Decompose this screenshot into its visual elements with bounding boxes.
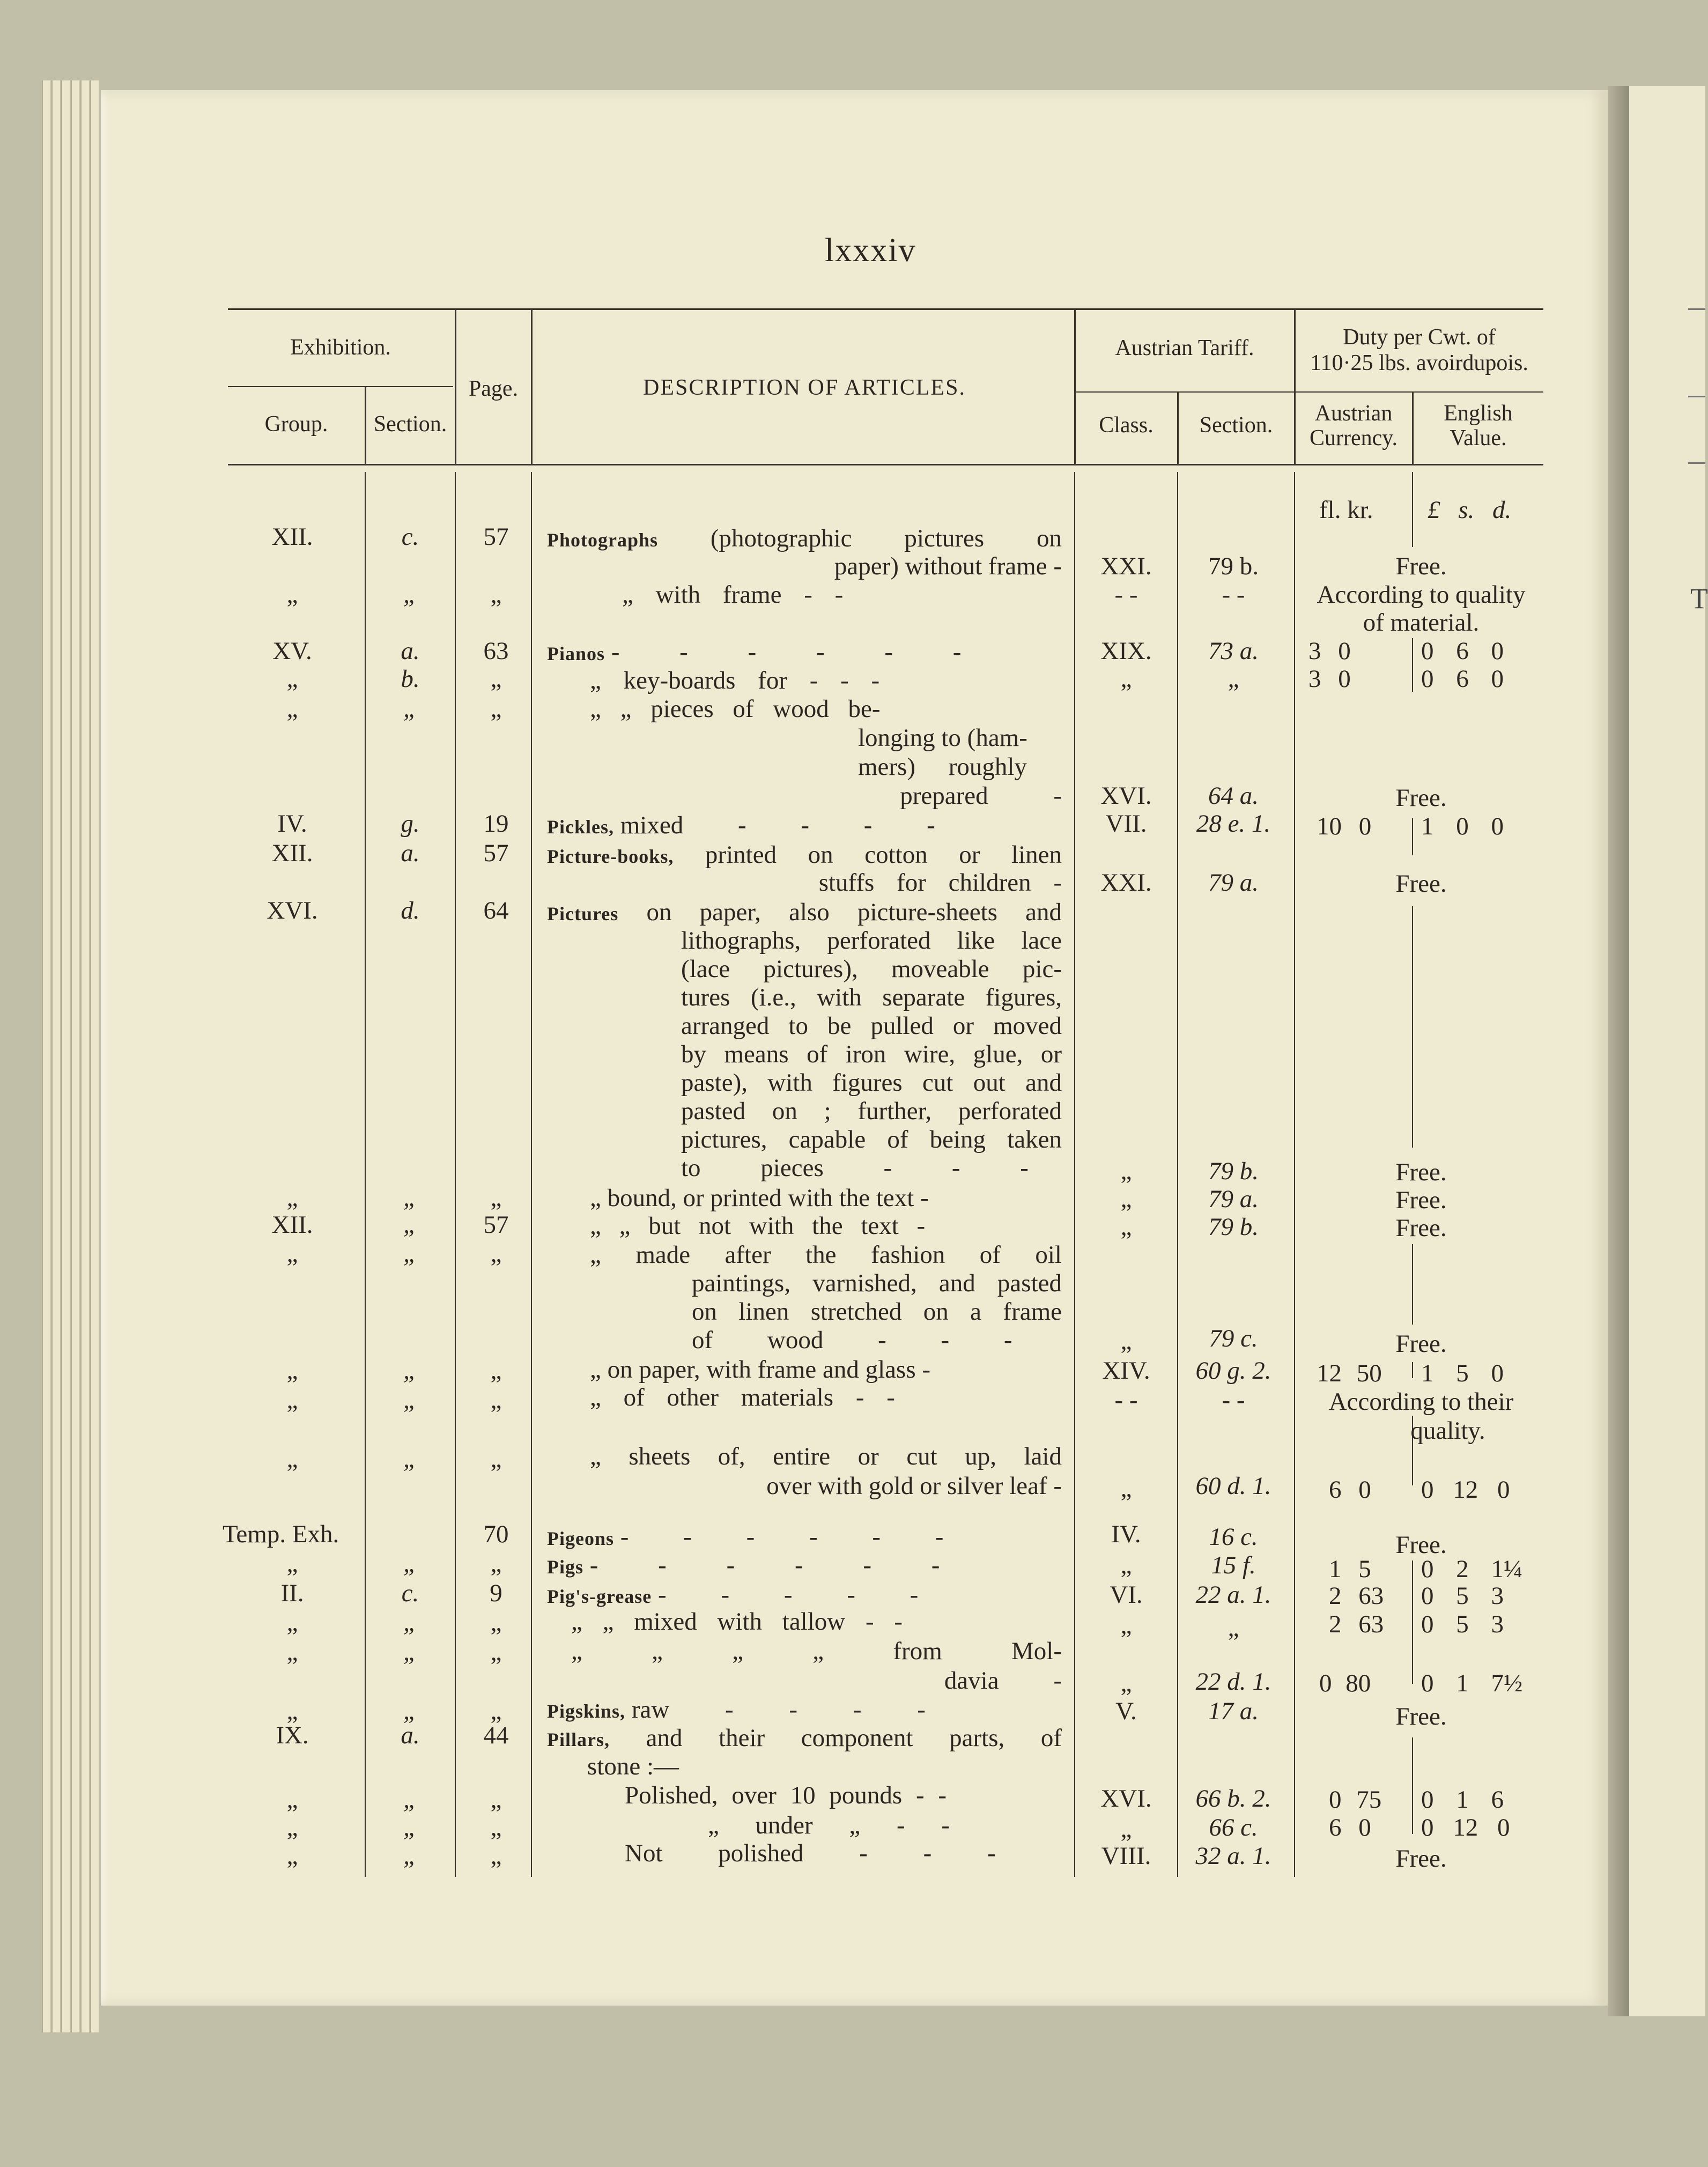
description-line: „ „ pieces of wood be- bbox=[590, 695, 881, 723]
section-cell: c. bbox=[401, 523, 419, 551]
description-line: „ „ but not with the text - bbox=[590, 1212, 926, 1240]
description-line: Pictures on paper, also picture-sheets and bbox=[547, 898, 1062, 926]
description-line: Pianos - - - - - - bbox=[547, 638, 962, 666]
description-line: „ bound, or printed with the text - bbox=[590, 1184, 929, 1212]
header-class: Class. bbox=[1099, 413, 1154, 438]
header-group: Group. bbox=[264, 412, 328, 437]
tariff-section-cell: 79 b. bbox=[1208, 552, 1259, 580]
description-line: paper) without frame - bbox=[834, 552, 1062, 580]
description-line: „ with frame - - bbox=[622, 581, 844, 609]
header-austrian-currency: Austrian Currency. bbox=[1309, 401, 1398, 450]
header-tariff-section: Section. bbox=[1199, 413, 1273, 438]
article-keyword: Photographs bbox=[547, 529, 659, 551]
header-duty-line2: 110·25 lbs. avoirdupois. bbox=[1310, 351, 1528, 375]
header-page: Page. bbox=[468, 376, 519, 401]
description-line: „ „ mixed with tallow - - bbox=[571, 1608, 903, 1636]
description-line: Photographs (photographic pictures on bbox=[547, 524, 1062, 552]
description-line: „ under „ - - bbox=[708, 1811, 950, 1839]
description-line: „ sheets of, entire or cut up, laid bbox=[590, 1443, 1062, 1470]
description-line: Not polished - - - bbox=[625, 1839, 996, 1867]
header-description: DESCRIPTION OF ARTICLES. bbox=[642, 375, 966, 400]
book-page-edges bbox=[42, 80, 106, 2032]
description-line: Pillars, and their component parts, of bbox=[547, 1724, 1062, 1752]
description-line: „ key-boards for - - - bbox=[590, 667, 880, 694]
duty-cell: Free. bbox=[1395, 552, 1447, 580]
description-line: „ „ „ „ from Mol- bbox=[571, 1637, 1062, 1665]
header-exhibition: Exhibition. bbox=[290, 335, 391, 360]
header-duty-line1: Duty per Cwt. of bbox=[1343, 325, 1496, 350]
description-line: Polished, over 10 pounds - - bbox=[625, 1781, 947, 1809]
header-section: Section. bbox=[373, 412, 447, 437]
description-line: Picture-books, printed on cotton or linen bbox=[547, 841, 1062, 869]
unit-english: £ s. d. bbox=[1428, 496, 1512, 524]
description-line: Pigskins, raw - - - - bbox=[547, 1696, 926, 1724]
description-line: Pigeons - - - - - - bbox=[547, 1523, 944, 1551]
group-cell: Temp. Exh. bbox=[223, 1520, 339, 1548]
book-gutter bbox=[1608, 86, 1629, 2016]
class-cell: XXI. bbox=[1100, 552, 1152, 580]
group-cell: XII. bbox=[271, 523, 313, 551]
unit-austrian: fl. kr. bbox=[1319, 496, 1373, 524]
description-line: Pickles, mixed - - - - bbox=[547, 811, 935, 839]
description-line: „ on paper, with frame and glass - bbox=[590, 1356, 931, 1384]
description-line: „ made after the fashion of oil bbox=[590, 1241, 1062, 1269]
header-austrian-tariff: Austrian Tariff. bbox=[1115, 336, 1254, 360]
page-number: lxxxiv bbox=[825, 232, 916, 269]
next-page-edge bbox=[1629, 86, 1705, 2016]
header-english-value: English Value. bbox=[1444, 401, 1513, 450]
description-line: Pig's-grease - - - - - bbox=[547, 1581, 919, 1609]
page-cell: 57 bbox=[483, 523, 509, 551]
description-line: Pigs - - - - - - bbox=[547, 1551, 940, 1579]
description-line: „ of other materials - - bbox=[590, 1384, 895, 1411]
next-page-glyph: T bbox=[1690, 582, 1708, 615]
